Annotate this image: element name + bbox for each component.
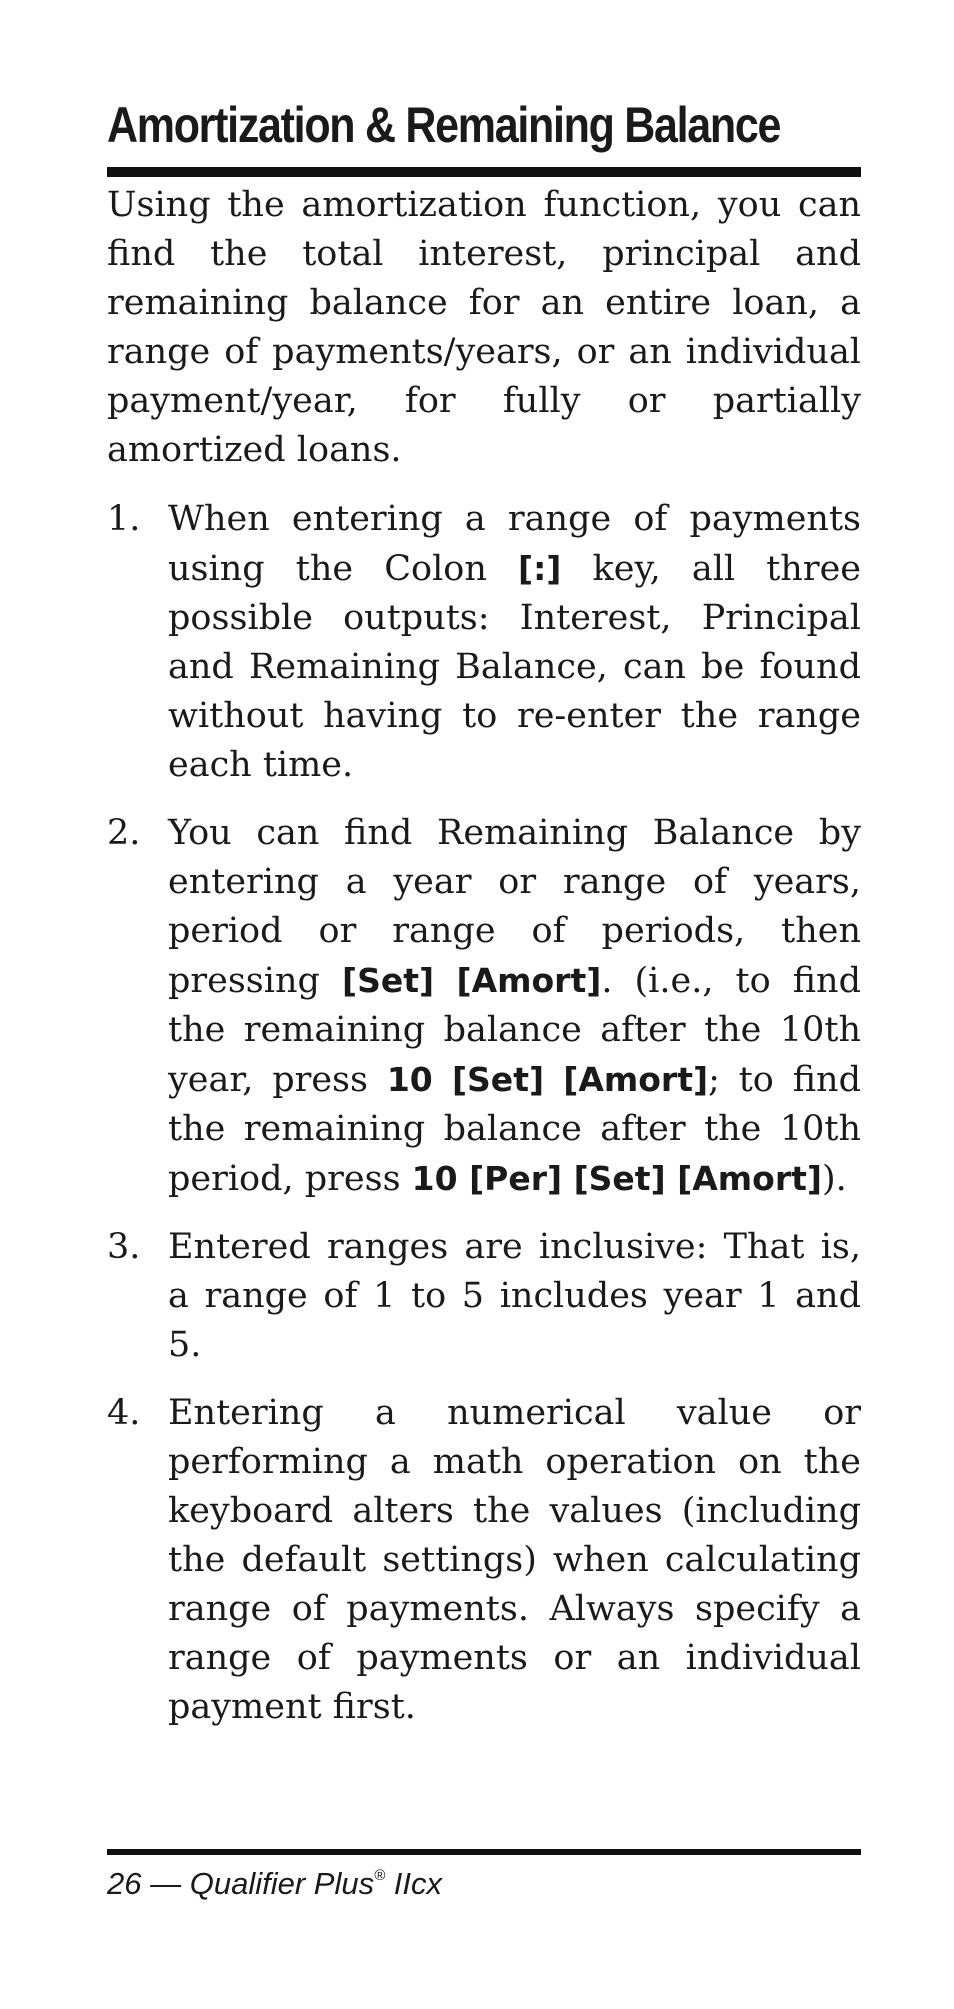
registered-mark: ® — [374, 1867, 386, 1884]
step-text: ; to find the remaining balance after the 10th period, press — [168, 1060, 861, 1199]
list-item-3 — [107, 1223, 861, 1370]
year-key-sequence: 10 [Set] [Amort] — [386, 1060, 709, 1099]
list-item-2 — [107, 809, 861, 1204]
footer-divider — [107, 1849, 861, 1855]
colon-key-label: [:] — [518, 549, 562, 588]
step-number: 2. — [107, 813, 141, 853]
list-item-1 — [107, 495, 861, 790]
step-text: . (i.e., to find the remaining balance after the 10th year, press — [168, 961, 861, 1100]
page-number: 26 — [107, 1866, 142, 1901]
period-key-sequence: 10 [Per] [Set] [Amort] — [411, 1159, 822, 1198]
set-amort-key-label: [Set] [Amort] — [341, 961, 602, 1000]
step-number: 4. — [107, 1393, 141, 1433]
step-text: ). — [821, 1159, 847, 1199]
step-text: When entering a range of payments using the Colon — [168, 499, 861, 589]
footer-separator: — — [141, 1866, 190, 1901]
step-text: key, all three possible outputs: Interest, Principal and Remaining Balance, can be found without having to re-enter the range each time. — [168, 549, 861, 785]
steps-list — [107, 495, 861, 1751]
step-text: Entering a numerical value or performing a math operation on the keyboard alters the values (including the default settings) when calculating range of payments. Always specify a range of payments or an individual payment first. — [168, 1393, 861, 1727]
page-title: Amortization & Remaining Balance — [107, 97, 781, 153]
step-text: You can find Remaining Balance by entering a year or range of years, period or range of periods, then pressing — [168, 813, 861, 1001]
list-item-4 — [107, 1389, 861, 1732]
step-number: 3. — [107, 1227, 141, 1267]
product-model: IIcx — [385, 1866, 442, 1901]
step-text: Entered ranges are inclusive: That is, a range of 1 to 5 includes year 1 and 5. — [168, 1227, 861, 1365]
intro-paragraph: Using the amortization function, you can find the total interest, principal and remaining balance for an entire loan, a range of payments/years, or an individual payment/year, for fully or partially amortized loans. — [107, 185, 861, 470]
step-number: 1. — [107, 499, 141, 539]
page-footer — [107, 1866, 442, 1902]
product-name: Qualifier Plus — [189, 1866, 375, 1901]
title-divider — [107, 167, 861, 177]
